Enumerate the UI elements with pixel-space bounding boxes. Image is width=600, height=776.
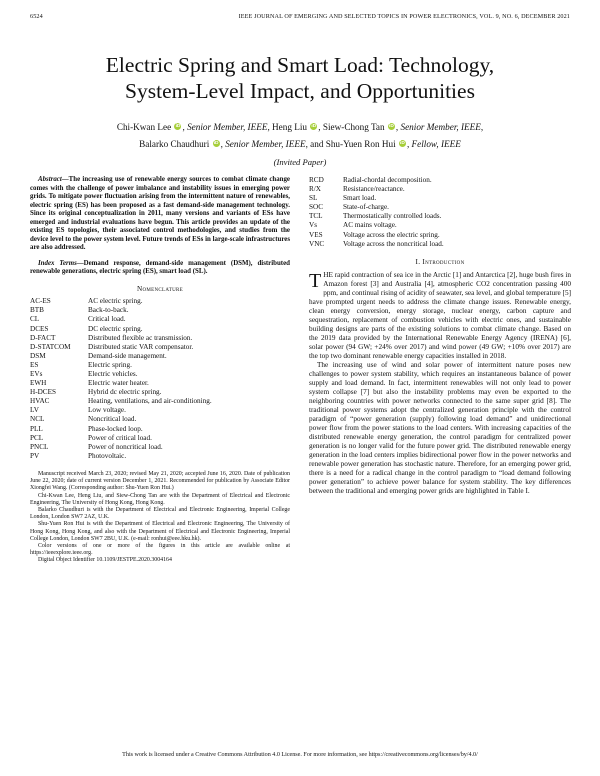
nomenclature-definition: Radial-chordal decomposition.: [343, 176, 432, 184]
nomenclature-row: [309, 221, 571, 230]
author-role: Fellow, IEEE: [411, 139, 461, 149]
abstract: Abstract—The increasing use of renewable energy sources to combat climate change comes with the challenge of power imbalance and instability issues in emerging power grids. To mitigate power fluctuation arising from the intermittent nature of renewables, electric spring (ES) has been proposed as a fast demand-side management technology. Since its original conceptualization in 2011, many versions and variants of ESs have emerged and industrial evaluations have begun. This article provides an update of the existing ES topologies, their associated control methodologies, and studies from the device level to the power system level. Future trends of ESs in large-scale infrastructures are also addressed.: [30, 176, 290, 252]
orcid-icon[interactable]: iD: [175, 124, 181, 129]
nomenclature-row: [309, 203, 571, 212]
nomenclature-definition: Heating, ventilations, and air-conditioning.: [88, 397, 212, 406]
nomenclature-row: [30, 370, 290, 379]
nomenclature-abbreviation: R/X: [309, 185, 321, 194]
nomenclature-row: [30, 397, 290, 406]
nomenclature-title: Nomenclature: [136, 285, 183, 294]
orcid-icon[interactable]: iD: [400, 141, 405, 146]
title-line-2: System-Level Impact, and Opportunities: [125, 79, 475, 103]
nomenclature-definition: Photovoltaic.: [88, 451, 127, 460]
nomenclature-row: [309, 194, 571, 203]
orcid-icon[interactable]: iD: [311, 124, 317, 129]
index-terms: Index Terms—Demand response, demand-side management (DSM), distributed renewable generations, electric spring (ES), smart load (SL).: [30, 259, 290, 276]
title-line-1: Electric Spring and Smart Load: Technology,: [105, 53, 495, 77]
author-list: Chi-Kwan Lee iD , Senior Member, IEEE, Heng Liu iD , Siew-Chong Tan iD , Senior Member, IEEE, Balarko Chaudhuri iD , Senior Member, IEEE, and Shu-Yuen Ron Hui iD , Fellow, IEEE: [116, 122, 484, 149]
nomenclature-row: [309, 231, 571, 240]
invited-paper-label: (Invited Paper): [273, 157, 327, 167]
section-heading: I. Introduction: [415, 257, 465, 266]
nomenclature-definition: Resistance/reactance.: [343, 185, 405, 194]
nomenclature-definition: Distributed static VAR compensator.: [88, 342, 194, 351]
footnote-affiliation: Balarko Chaudhuri is with the Department of Electrical and Electronic Engineering, Imperial College London, London SW7 2AZ, U.K.: [30, 506, 290, 521]
nomenclature-abbreviation: PLL: [30, 424, 43, 433]
index-terms-text: Demand response, demand-side management (DSM), distributed renewable generations, electric spring (ES), smart load (SL).: [30, 259, 290, 276]
nomenclature-row: [30, 388, 290, 397]
nomenclature-row: [30, 334, 290, 343]
nomenclature-definition: Power of noncritical load.: [88, 442, 163, 451]
abstract-label: Abstract: [38, 176, 62, 183]
nomenclature-definition: Hybrid dc electric spring.: [88, 388, 162, 397]
author-name: Balarko Chaudhuri: [139, 139, 210, 149]
nomenclature-abbreviation: VES: [309, 230, 323, 239]
drop-cap: T: [309, 269, 322, 292]
intro-paragraph-1-text: HE rapid contraction of sea ice in the Arctic [1] and Antarctica [2], huge bush fires in Amazon forest [3] and Australia [4], atmospheric CO2 concentration passing 400 ppm, and continual rising of acidity of seawater, sea level, and global temperature [5] have prompted urgent needs to address the climate change issues. Renewable energy, clean energy conversion, energy storage, nuclear energy, carbon capture and sequestration, replacement of combustion vehicles with electric ones, and sustainable building designs are parts of the existing solutions to combat climate change. Based on the 2019 data provided by the International Renewable Energy Agency (IRENA) [6], solar power (94 GW; +24% over 2017) and wind power (49 GW; +10% over 2017) are the top two dominant renewable energy capacities installed in 2018.: [309, 270, 571, 360]
nomenclature-table-continued: [309, 176, 571, 249]
nomenclature-abbreviation: SOC: [309, 203, 323, 212]
author-name: Heng Liu: [272, 122, 307, 132]
nomenclature-row: [309, 185, 571, 194]
nomenclature-row: [30, 425, 290, 434]
nomenclature-row: [30, 434, 290, 443]
nomenclature-abbreviation: RCD: [309, 176, 324, 184]
nomenclature-abbreviation: PNCL: [30, 442, 49, 451]
nomenclature-row: [30, 443, 290, 452]
author-role: Senior Member, IEEE: [187, 122, 268, 132]
nomenclature-row: [30, 343, 290, 352]
author-name: Siew-Chong Tan: [322, 122, 385, 132]
author-name: Shu-Yuen Ron Hui: [325, 139, 396, 149]
nomenclature-definition: Phase-locked loop.: [88, 424, 143, 433]
nomenclature-row: [30, 379, 290, 388]
nomenclature-row: [30, 415, 290, 424]
nomenclature-definition: Noncritical load.: [88, 415, 137, 424]
nomenclature-abbreviation: EVs: [30, 369, 43, 378]
nomenclature-definition: Demand-side management.: [88, 351, 167, 360]
nomenclature-abbreviation: BTB: [30, 306, 44, 315]
footnote-affiliation: Shu-Yuen Ron Hui is with the Department of Electrical and Electronic Engineering, The University of Hong Kong, Hong Kong, and also with the Department of Electrical and Electronic Engineering, Imperial College London, London SW7 2BU, U.K. (e-mail: ronhui@eee.hku.hk).: [30, 521, 290, 542]
nomenclature-row: [309, 176, 571, 185]
nomenclature-definition: Power of critical load.: [88, 433, 152, 442]
page-number: 6524: [30, 13, 43, 20]
nomenclature-definition: State-of-charge.: [343, 203, 389, 212]
nomenclature-table: [30, 297, 290, 461]
intro-paragraph-1: [309, 271, 571, 361]
intro-paragraph-2: The increasing use of wind and solar power of intermittent nature poses new challenges to power system stability, which requires an instantaneous balance of power supply and load demand. In fact, intermittent renewables will not only lead to power system collapse [7] but also the instability problems may even be exported to the neighboring countries with power networks connected to the same super grid [8]. The traditional power systems adopt the centralized generation principle with the control paradigm of “power generation (supply) following load demand” and unidirectional power flow from the power stations to the load centers. With increasing capacities of the distributed renewable energy generation, the control paradigm for centralized power generation is no longer valid for the future power grid. The distributed renewable energy generation in the load centers implies bidirectional power flow in the power networks and renewable power generation has stochastic nature. Therefore, for an emerging power grid, there is a need for a radical change in the control paradigm to “load demand following power generation” to achieve power balance for system stability. The key differences between the traditional and emerging power grids are highlighted in Table I.: [309, 360, 571, 495]
nomenclature-definition: Critical load.: [88, 315, 126, 324]
author-role: Senior Member, IEEE: [400, 122, 481, 132]
nomenclature-definition: Voltage across the noncritical load.: [343, 239, 444, 248]
author-name: Chi-Kwan Lee: [116, 122, 172, 132]
author-role: Senior Member, IEEE: [225, 139, 306, 149]
nomenclature-abbreviation: H-DCES: [30, 388, 56, 397]
orcid-icon[interactable]: iD: [389, 124, 394, 129]
nomenclature-row: [30, 325, 290, 334]
nomenclature-definition: AC mains voltage.: [343, 221, 397, 230]
journal-name: IEEE JOURNAL OF EMERGING AND SELECTED TOPICS IN POWER ELECTRONICS, VOL. 9, NO. 6, DECEMBER 2021: [238, 13, 570, 20]
nomenclature-definition: Electric spring.: [88, 360, 132, 369]
nomenclature-abbreviation: EWH: [30, 379, 47, 388]
left-column: [30, 176, 290, 565]
nomenclature-abbreviation: Vs: [309, 221, 317, 230]
nomenclature-abbreviation: DCES: [30, 324, 49, 333]
nomenclature-abbreviation: CL: [30, 315, 40, 324]
nomenclature-row: [30, 452, 290, 461]
nomenclature-abbreviation: AC-ES: [30, 297, 51, 306]
nomenclature-abbreviation: D-STATCOM: [30, 342, 71, 351]
nomenclature-definition: Distributed flexible ac transmission.: [88, 333, 193, 342]
nomenclature-row: [30, 352, 290, 361]
nomenclature-definition: AC electric spring.: [88, 297, 143, 306]
abstract-text: The increasing use of renewable energy sources to combat climate change comes with the challenge of power imbalance and instability issues in emerging power grids. To mitigate power fluctuation arising from the intermittent nature of renewables, electric spring (ES) has been proposed as a fast demand-side management technology. Since its original conceptualization in 2011, many versions and variants of ESs have emerged and industrial evaluations have begun. This article provides an update of the existing ES topologies, their associated control methodologies, and studies from the device level to the power system level. Future trends of ESs in large-scale infrastructures are also addressed.: [30, 176, 290, 252]
footnote-doi: Digital Object Identifier 10.1109/JESTPE.2020.3004164: [38, 557, 172, 564]
nomenclature-abbreviation: PCL: [30, 433, 44, 442]
running-head: [30, 13, 570, 23]
nomenclature-row: [309, 240, 571, 249]
nomenclature-row: [30, 306, 290, 315]
nomenclature-definition: Voltage across the electric spring.: [343, 230, 440, 239]
orcid-icon[interactable]: iD: [213, 141, 219, 146]
nomenclature-abbreviation: DSM: [30, 351, 46, 360]
nomenclature-definition: Electric vehicles.: [88, 369, 138, 378]
nomenclature-abbreviation: SL: [309, 194, 318, 203]
nomenclature-definition: Back-to-back.: [88, 306, 129, 315]
nomenclature-row: [309, 212, 571, 221]
nomenclature-abbreviation: TCL: [309, 212, 323, 221]
nomenclature-abbreviation: VNC: [309, 239, 325, 248]
nomenclature-abbreviation: NCL: [30, 415, 45, 424]
nomenclature-abbreviation: LV: [30, 406, 39, 415]
nomenclature-abbreviation: D-FACT: [30, 333, 56, 342]
footnote-manuscript: Manuscript received March 23, 2020; revised May 21, 2020; accepted June 16, 2020. Date of publication June 22, 2020; date of current version December 1, 2021. Recommended for publication by Associate Editor Xiongfei Wang. (Corresponding author: Shu-Yuen Ron Hui.): [30, 470, 290, 492]
nomenclature-row: [30, 297, 290, 306]
nomenclature-row: [30, 406, 290, 415]
nomenclature-abbreviation: ES: [30, 360, 39, 369]
footnote-affiliation: Chi-Kwan Lee, Heng Liu, and Siew-Chong Tan are with the Department of Electrical and Electronic Engineering, The University of Hong Kong, Hong Kong.: [30, 492, 290, 506]
footnotes: [30, 471, 290, 565]
index-terms-label: Index Terms: [38, 259, 77, 267]
nomenclature-row: [30, 315, 290, 324]
nomenclature-abbreviation: PV: [30, 451, 40, 460]
footnote-color: Color versions of one or more of the figures in this article are available online at https://ieeexplore.ieee.org.: [30, 542, 290, 557]
nomenclature-definition: Electric water heater.: [88, 379, 149, 388]
nomenclature-row: [30, 361, 290, 370]
nomenclature-abbreviation: HVAC: [30, 397, 50, 406]
nomenclature-definition: Smart load.: [343, 194, 377, 203]
author-connector: and: [310, 139, 324, 149]
nomenclature-definition: Thermostatically controlled loads.: [343, 212, 442, 221]
license-footer: This work is licensed under a Creative Commons Attribution 4.0 License. For more information, see https://creativecommons.org/licenses/by/4.0/: [122, 752, 478, 758]
nomenclature-definition: DC electric spring.: [88, 324, 143, 333]
paper-title: [30, 52, 570, 104]
right-column: [309, 176, 571, 496]
nomenclature-definition: Low voltage.: [88, 406, 126, 415]
